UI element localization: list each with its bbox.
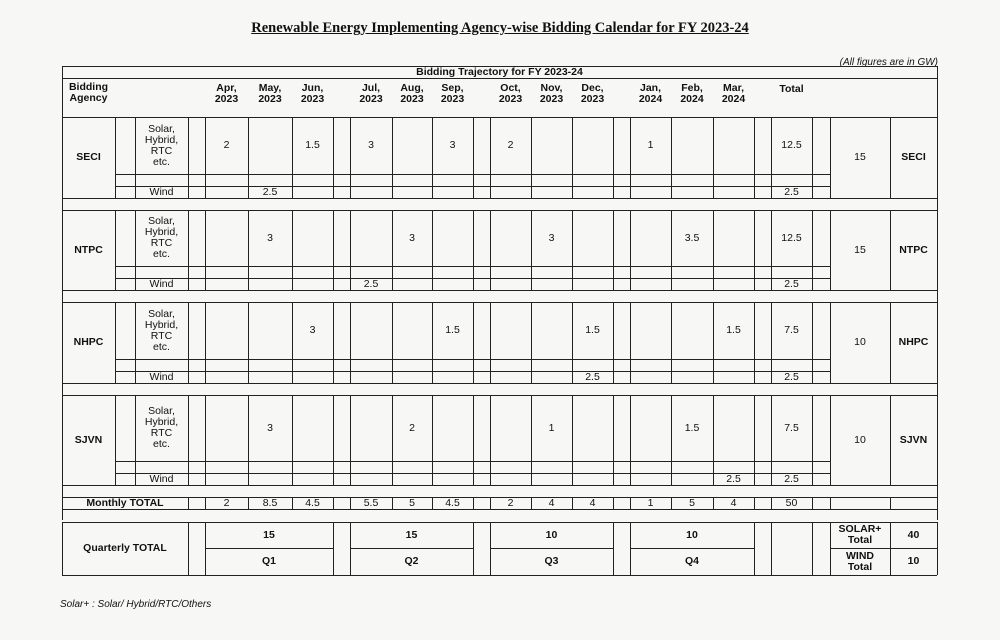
wind-value xyxy=(630,371,671,383)
wind-total: 2.5 xyxy=(784,472,799,485)
wind-total: 2.5 xyxy=(784,185,799,198)
grid-line xyxy=(613,395,614,485)
solar-value: 3 xyxy=(267,231,273,244)
grid-line xyxy=(62,485,937,486)
grid-line xyxy=(115,461,830,462)
solar-value: 1.5 xyxy=(305,139,320,151)
agency-name-right: SECI xyxy=(901,151,926,163)
wind-value xyxy=(490,371,531,383)
grid-line xyxy=(115,359,830,360)
grid-line xyxy=(188,497,189,509)
agency-name-right: NHPC xyxy=(898,336,929,348)
wind-value xyxy=(671,278,713,290)
grid-line xyxy=(188,522,189,575)
solar-value: 2 xyxy=(223,139,230,151)
solar-value xyxy=(630,210,671,266)
wind-value xyxy=(292,371,333,383)
grid-line xyxy=(613,497,614,509)
solar-value xyxy=(248,302,292,359)
monthly-total-value: 5.5 xyxy=(363,496,379,509)
grid-line xyxy=(115,174,830,175)
solar-value xyxy=(572,210,613,266)
solar-value xyxy=(490,210,531,266)
wind-value xyxy=(350,186,392,198)
solar-plus-total-value: 40 xyxy=(907,528,920,541)
wind-label: Wind xyxy=(149,277,174,290)
solar-plus-total-label: SOLAR+ Total xyxy=(838,523,882,546)
wind-value xyxy=(205,186,248,198)
solar-value xyxy=(432,210,473,266)
grid-line xyxy=(62,78,937,79)
solar-value xyxy=(350,395,392,461)
wind-total: 2.5 xyxy=(784,370,799,383)
grid-line xyxy=(473,497,474,509)
solar-value: 3 xyxy=(309,324,316,336)
quarter-value: 15 xyxy=(405,528,418,541)
footnote: Solar+ : Solar/ Hybrid/RTC/Others xyxy=(60,599,212,610)
monthly-total-value: 4.5 xyxy=(305,496,320,509)
monthly-total-label: Monthly TOTAL xyxy=(86,496,164,509)
solar-value: 1.5 xyxy=(585,324,600,336)
wind-total-label: WIND Total xyxy=(846,549,874,573)
wind-value xyxy=(630,278,671,290)
grid-line xyxy=(62,290,937,291)
wind-value xyxy=(671,186,713,198)
monthly-total-value: 4 xyxy=(589,496,596,509)
solar-value: 2 xyxy=(409,421,415,434)
quarterly-total-label: Quarterly TOTAL xyxy=(83,542,167,554)
grid-line xyxy=(62,575,937,576)
monthly-grand-total: 50 xyxy=(785,496,798,509)
grid-line xyxy=(937,522,938,575)
monthly-total-value: 8.5 xyxy=(262,496,278,509)
wind-value xyxy=(432,473,473,485)
solar-value xyxy=(490,395,531,461)
grid-line xyxy=(812,497,813,509)
grid-line xyxy=(333,522,334,575)
grid-line xyxy=(812,522,813,575)
solar-value xyxy=(713,210,754,266)
quarter-label: Q4 xyxy=(684,555,699,567)
agency-total: 10 xyxy=(854,433,866,446)
month-header-11: Mar, 2024 xyxy=(721,81,746,105)
quarter-value: 15 xyxy=(263,528,275,541)
wind-value xyxy=(432,186,473,198)
quarter-value: 10 xyxy=(545,528,558,541)
solar-value xyxy=(392,117,432,174)
solar-value xyxy=(531,117,572,174)
document-title: Renewable Energy Implementing Agency-wise Bidding Calendar for FY 2023-24 xyxy=(251,20,749,36)
wind-value xyxy=(531,186,572,198)
grid-line xyxy=(890,497,891,509)
month-header-5: Sep, 2023 xyxy=(440,81,465,105)
month-header-9: Jan, 2024 xyxy=(638,81,663,105)
solar-value: 2 xyxy=(507,139,514,151)
wind-value xyxy=(531,371,572,383)
solar-total: 12.5 xyxy=(781,231,802,244)
month-header-3: Jul, 2023 xyxy=(359,81,383,105)
wind-value xyxy=(248,278,292,290)
solar-label: Solar, Hybrid, RTC etc. xyxy=(144,122,179,168)
grid-line xyxy=(473,522,474,575)
solar-value: 3.5 xyxy=(684,231,700,244)
solar-value: 3 xyxy=(449,139,456,151)
monthly-total-value: 4.5 xyxy=(445,496,460,509)
wind-value xyxy=(713,186,754,198)
agency-name-right: SJVN xyxy=(899,433,928,446)
grid-line xyxy=(754,395,755,485)
agency-total: 15 xyxy=(854,151,866,163)
monthly-total-value: 4 xyxy=(730,496,737,509)
wind-value xyxy=(432,371,473,383)
month-header-4: Aug, 2023 xyxy=(400,81,424,105)
month-header-1: May, 2023 xyxy=(258,81,282,105)
wind-value xyxy=(432,278,473,290)
grid-line xyxy=(333,497,334,509)
wind-value xyxy=(292,473,333,485)
grid-line xyxy=(62,509,937,510)
solar-value: 1.5 xyxy=(726,324,741,336)
wind-value xyxy=(350,371,392,383)
quarter-label: Q1 xyxy=(261,555,276,567)
monthly-total-value: 1 xyxy=(647,496,654,509)
wind-label: Wind xyxy=(149,370,174,383)
month-header-10: Feb, 2024 xyxy=(680,81,704,105)
solar-value: 3 xyxy=(267,421,273,434)
wind-value xyxy=(572,278,613,290)
wind-value xyxy=(392,278,432,290)
wind-value xyxy=(350,473,392,485)
monthly-total-value: 5 xyxy=(409,496,415,509)
monthly-total-value: 2 xyxy=(223,496,230,509)
agency-name-ntpc: NTPC xyxy=(74,243,103,256)
solar-value: 1 xyxy=(647,139,654,151)
solar-value xyxy=(350,210,392,266)
month-header-0: Apr, 2023 xyxy=(214,81,239,105)
solar-value: 3 xyxy=(368,139,374,151)
wind-value: 2.5 xyxy=(262,185,278,198)
agency-name-sjvn: SJVN xyxy=(74,433,103,446)
quarter-label: Q2 xyxy=(404,555,419,567)
grid-line xyxy=(613,522,614,575)
solar-value xyxy=(572,395,613,461)
wind-total: 2.5 xyxy=(784,277,799,290)
solar-value xyxy=(490,302,531,359)
solar-value xyxy=(572,117,613,174)
wind-value xyxy=(248,371,292,383)
wind-value xyxy=(205,278,248,290)
wind-value xyxy=(671,473,713,485)
quarter-label: Q3 xyxy=(544,555,559,567)
monthly-total-value: 5 xyxy=(689,496,695,509)
wind-value xyxy=(713,278,754,290)
group-header: Bidding Trajectory for FY 2023-24 xyxy=(416,65,583,78)
wind-label: Wind xyxy=(149,185,174,198)
wind-value xyxy=(248,473,292,485)
wind-value xyxy=(490,278,531,290)
grid-line xyxy=(812,395,813,485)
solar-total: 7.5 xyxy=(784,324,799,336)
total-header: Total xyxy=(779,82,804,95)
wind-value xyxy=(572,473,613,485)
solar-label: Solar, Hybrid, RTC etc. xyxy=(144,215,179,260)
wind-value: 2.5 xyxy=(726,472,741,485)
solar-value xyxy=(713,117,754,174)
month-header-7: Nov, 2023 xyxy=(539,81,564,105)
wind-value xyxy=(531,278,572,290)
agency-header: Bidding Agency xyxy=(68,80,109,104)
solar-value xyxy=(630,395,671,461)
wind-value xyxy=(205,473,248,485)
solar-total: 12.5 xyxy=(781,139,802,151)
solar-value xyxy=(205,210,248,266)
grid-line xyxy=(754,497,755,509)
solar-label: Solar, Hybrid, RTC etc. xyxy=(144,405,179,450)
wind-value xyxy=(392,371,432,383)
month-header-6: Oct, 2023 xyxy=(498,81,523,105)
solar-total: 7.5 xyxy=(784,421,799,434)
solar-value xyxy=(671,302,713,359)
wind-value xyxy=(490,473,531,485)
grid-line xyxy=(115,395,116,485)
grid-line xyxy=(62,198,937,199)
month-header-2: Jun, 2023 xyxy=(300,81,325,105)
wind-value xyxy=(713,371,754,383)
agency-name-right: NTPC xyxy=(899,243,928,256)
solar-label: Solar, Hybrid, RTC etc. xyxy=(144,307,179,353)
grid-line xyxy=(62,383,937,384)
solar-value xyxy=(531,302,572,359)
wind-value xyxy=(671,371,713,383)
wind-value xyxy=(531,473,572,485)
solar-value xyxy=(392,302,432,359)
solar-value xyxy=(630,302,671,359)
monthly-total-value: 2 xyxy=(507,496,514,509)
units-note: (All figures are in GW) xyxy=(839,57,938,68)
solar-value xyxy=(350,302,392,359)
wind-value xyxy=(630,186,671,198)
wind-value xyxy=(630,473,671,485)
wind-total-value: 10 xyxy=(907,555,920,567)
wind-value xyxy=(392,473,432,485)
wind-value xyxy=(205,371,248,383)
solar-value: 1.5 xyxy=(445,324,460,336)
solar-value xyxy=(292,395,333,461)
grid-line xyxy=(115,266,830,267)
wind-value xyxy=(292,186,333,198)
grid-line xyxy=(473,395,474,485)
grid-line xyxy=(754,522,755,575)
wind-label: Wind xyxy=(149,472,174,485)
solar-value xyxy=(205,395,248,461)
wind-value xyxy=(292,278,333,290)
wind-value xyxy=(490,186,531,198)
solar-value xyxy=(292,210,333,266)
wind-value: 2.5 xyxy=(363,277,379,290)
agency-name-nhpc: NHPC xyxy=(73,336,104,348)
solar-value xyxy=(713,395,754,461)
wind-value: 2.5 xyxy=(585,370,600,383)
agency-total: 10 xyxy=(854,336,866,348)
monthly-total-value: 4 xyxy=(548,496,555,509)
solar-value: 3 xyxy=(548,231,555,244)
quarter-value: 10 xyxy=(686,528,698,541)
solar-value xyxy=(205,302,248,359)
grid-line xyxy=(771,522,772,575)
wind-value xyxy=(392,186,432,198)
solar-value xyxy=(432,395,473,461)
wind-value xyxy=(572,186,613,198)
grid-line xyxy=(333,395,334,485)
agency-total: 15 xyxy=(854,243,866,256)
solar-value xyxy=(248,117,292,174)
solar-value: 3 xyxy=(409,231,415,244)
solar-value xyxy=(671,117,713,174)
grid-line xyxy=(830,497,831,509)
month-header-8: Dec, 2023 xyxy=(580,81,605,105)
grid-line xyxy=(937,66,938,520)
grid-line xyxy=(188,395,189,485)
solar-value: 1.5 xyxy=(684,421,700,434)
solar-value: 1 xyxy=(548,421,555,434)
agency-name-seci: SECI xyxy=(76,151,101,163)
